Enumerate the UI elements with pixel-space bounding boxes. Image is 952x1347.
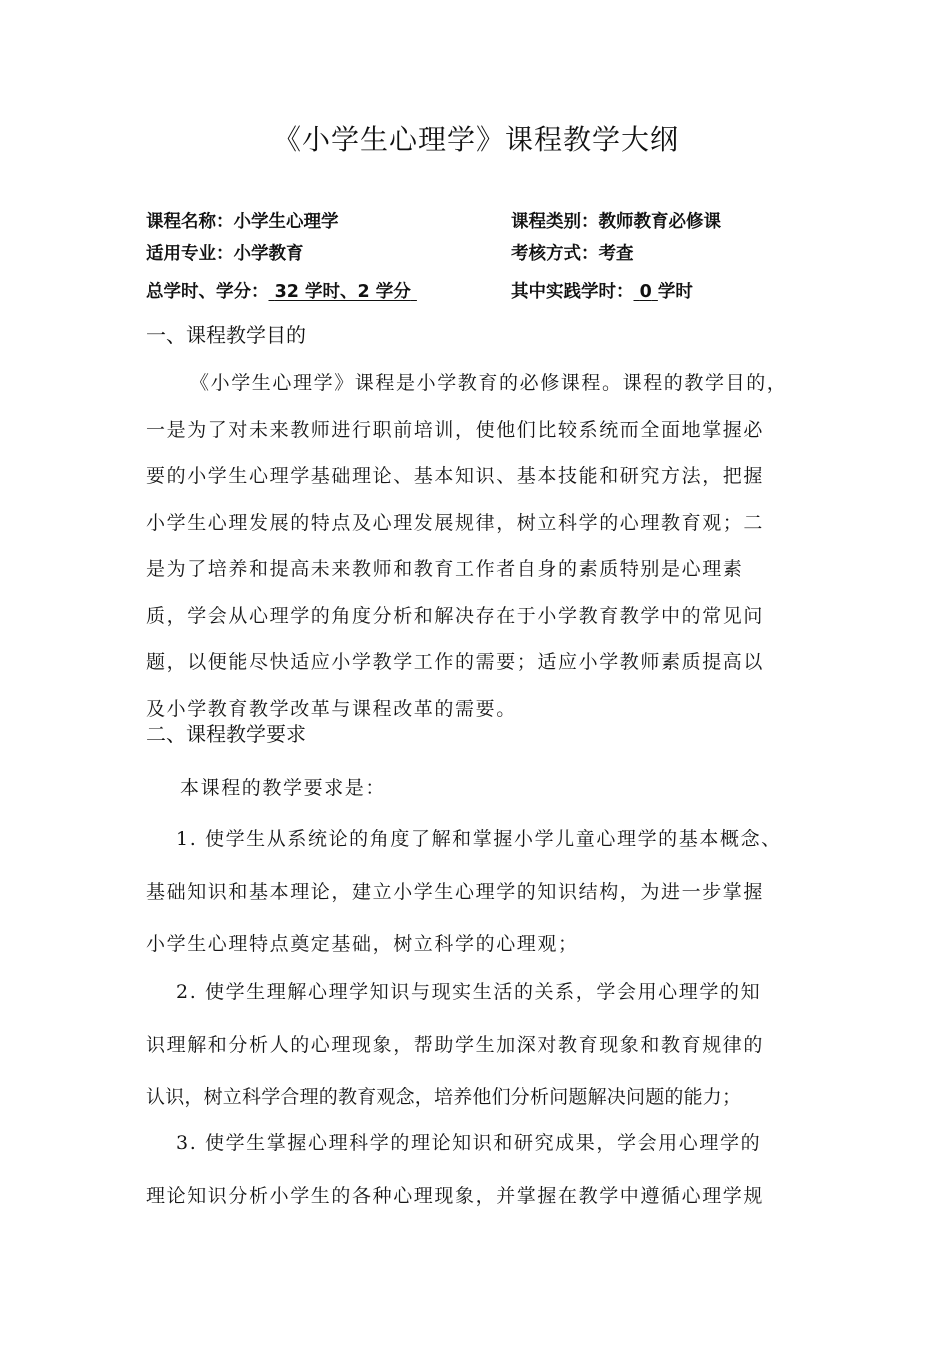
paragraph-line: 1. 使学生从系统论的角度了解和掌握小学儿童心理学的基本概念、 [176,828,782,850]
paragraph-line: 理论知识分析小学生的各种心理现象，并掌握在教学中遵循心理学规 [146,1184,765,1207]
requirement-item-3 [146,1117,818,1222]
paragraph-line: 是为了培养和提高未来教师和教育工作者自身的素质特别是心理素 [146,558,744,580]
paragraph-line: 2. 使学生理解心理学知识与现实生活的关系，学会用心理学的知 [176,981,762,1003]
course-category: 课程类别：教师教育必修课 [511,212,721,232]
practice-hours-unit: 学时 [657,282,693,302]
section-1-paragraph [146,360,818,732]
paragraph-line: 小学生心理特点奠定基础，树立科学的心理观； [146,933,579,955]
paragraph-line: 《小学生心理学》课程是小学教育的必修课程。课程的教学目的， [190,372,788,394]
paragraph-line: 质，学会从心理学的角度分析和解决存在于小学教育教学中的常见问 [146,604,765,627]
course-name: 课程名称：小学生心理学 [146,212,339,232]
requirement-item-2 [146,966,818,1124]
practice-hours-value: 0 [639,282,652,302]
paragraph-line: 及小学教育教学改革与课程改革的需要。 [146,697,517,720]
paragraph-line: 认识，树立科学合理的教育观念，培养他们分析问题解决问题的能力； [146,1086,742,1108]
paragraph-line: 基础知识和基本理论，建立小学生心理学的知识结构，为进一步掌握 [146,880,765,903]
section-1-heading: 一、课程教学目的 [146,323,306,347]
total-hours-label: 总学时、学分： [146,282,269,302]
practice-hours-label: 其中实践学时： [511,282,634,302]
assessment-method: 考核方式：考查 [511,244,634,264]
paragraph-line: 3. 使学生掌握心理科学的理论知识和研究成果，学会用心理学的 [176,1132,762,1154]
paragraph-line: 本课程的教学要求是： [180,777,387,799]
total-hours-value: 32 学时、2 学分 [274,282,411,302]
section-2-intro [146,762,818,814]
paragraph-line: 题，以便能尽快适应小学教学工作的需要；适应小学教师素质提高以 [146,651,765,673]
requirement-item-1 [146,813,818,971]
paragraph-line: 识理解和分析人的心理现象，帮助学生加深对教育现象和教育规律的 [146,1033,765,1056]
paragraph-line: 小学生心理发展的特点及心理发展规律，树立科学的心理教育观；二 [146,511,765,534]
applicable-major: 适用专业：小学教育 [146,244,304,264]
practice-hours [511,279,693,305]
section-2-heading: 二、课程教学要求 [146,722,306,746]
paragraph-line: 一是为了对未来教师进行职前培训，使他们比较系统而全面地掌握必 [146,418,765,441]
paragraph-line: 要的小学生心理学基础理论、基本知识、基本技能和研究方法，把握 [146,465,765,487]
document-title: 《小学生心理学》课程教学大纲 [272,123,679,156]
total-hours-credits [146,279,417,305]
